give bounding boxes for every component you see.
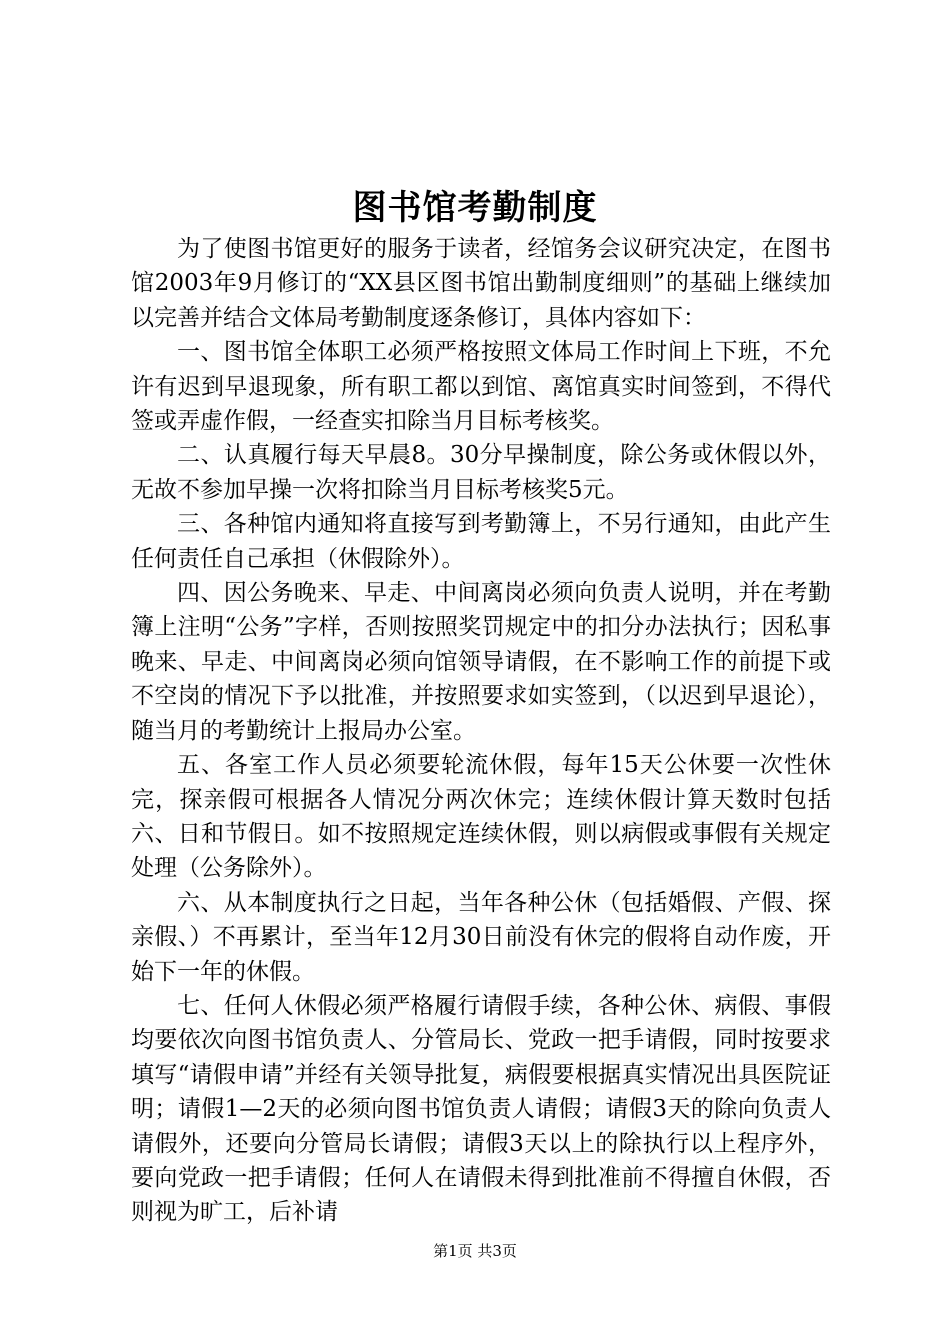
- paragraph-rule-4: 四、因公务晚来、早走、中间离岗必须向负责人说明，并在考勤簿上注明“公务”字样，否则按照奖罚规定中的扣分办法执行；因私事晚来、早走、中间离岗必须向馆领导请假，在不影响工作的前提下或不空岗的情况下予以批准，并按照要求如实签到，（以迟到早退论），随当月的考勤统计上报局办公室。: [131, 580, 831, 744]
- paragraph-rule-3: 三、各种馆内通知将直接写到考勤簿上，不另行通知，由此产生任何责任自己承担（休假除外）。: [131, 511, 831, 572]
- paragraph-rule-5: 五、各室工作人员必须要轮流休假，每年15天公休要一次性休完，探亲假可根据各人情况分两次休完；连续休假计算天数时包括六、日和节假日。如不按照规定连续休假，则以病假或事假有关规定处理（公务除外）。: [131, 752, 831, 882]
- paragraph-rule-2: 二、认真履行每天早晨8。30分早操制度，除公务或休假以外，无故不参加早操一次将扣除当月目标考核奖5元。: [131, 442, 831, 503]
- page-footer: 第1页 共3页: [433, 1242, 517, 1260]
- paragraph-rule-6: 六、从本制度执行之日起，当年各种公休（包括婚假、产假、探亲假、）不再累计，至当年12月30日前没有休完的假将自动作废，开始下一年的休假。: [131, 889, 831, 985]
- document-body: [131, 232, 831, 1230]
- paragraph-intro: 为了使图书馆更好的服务于读者，经馆务会议研究决定，在图书馆2003年9月修订的“XX县区图书馆出勤制度细则”的基础上继续加以完善并结合文体局考勤制度逐条修订，具体内容如下：: [131, 236, 831, 331]
- document-title: 图书馆考勤制度: [352, 188, 598, 228]
- paragraph-rule-1: 一、图书馆全体职工必须严格按照文体局工作时间上下班，不允许有迟到早退现象，所有职工都以到馆、离馆真实时间签到，不得代签或弄虚作假，一经查实扣除当月目标考核奖。: [131, 339, 831, 435]
- paragraph-rule-7: 七、任何人休假必须严格履行请假手续，各种公休、病假、事假均要依次向图书馆负责人、分管局长、党政一把手请假，同时按要求填写“请假申请”并经有关领导批复，病假要根据真实情况出具医院证明；请假1—2天的必须向图书馆负责人请假；请假3天的除向负责人请假外，还要向分管局长请假；请假3天以上的除执行以上程序外，要向党政一把手请假；任何人在请假未得到批准前不得擅自休假，否则视为旷工，后补请: [131, 992, 831, 1226]
